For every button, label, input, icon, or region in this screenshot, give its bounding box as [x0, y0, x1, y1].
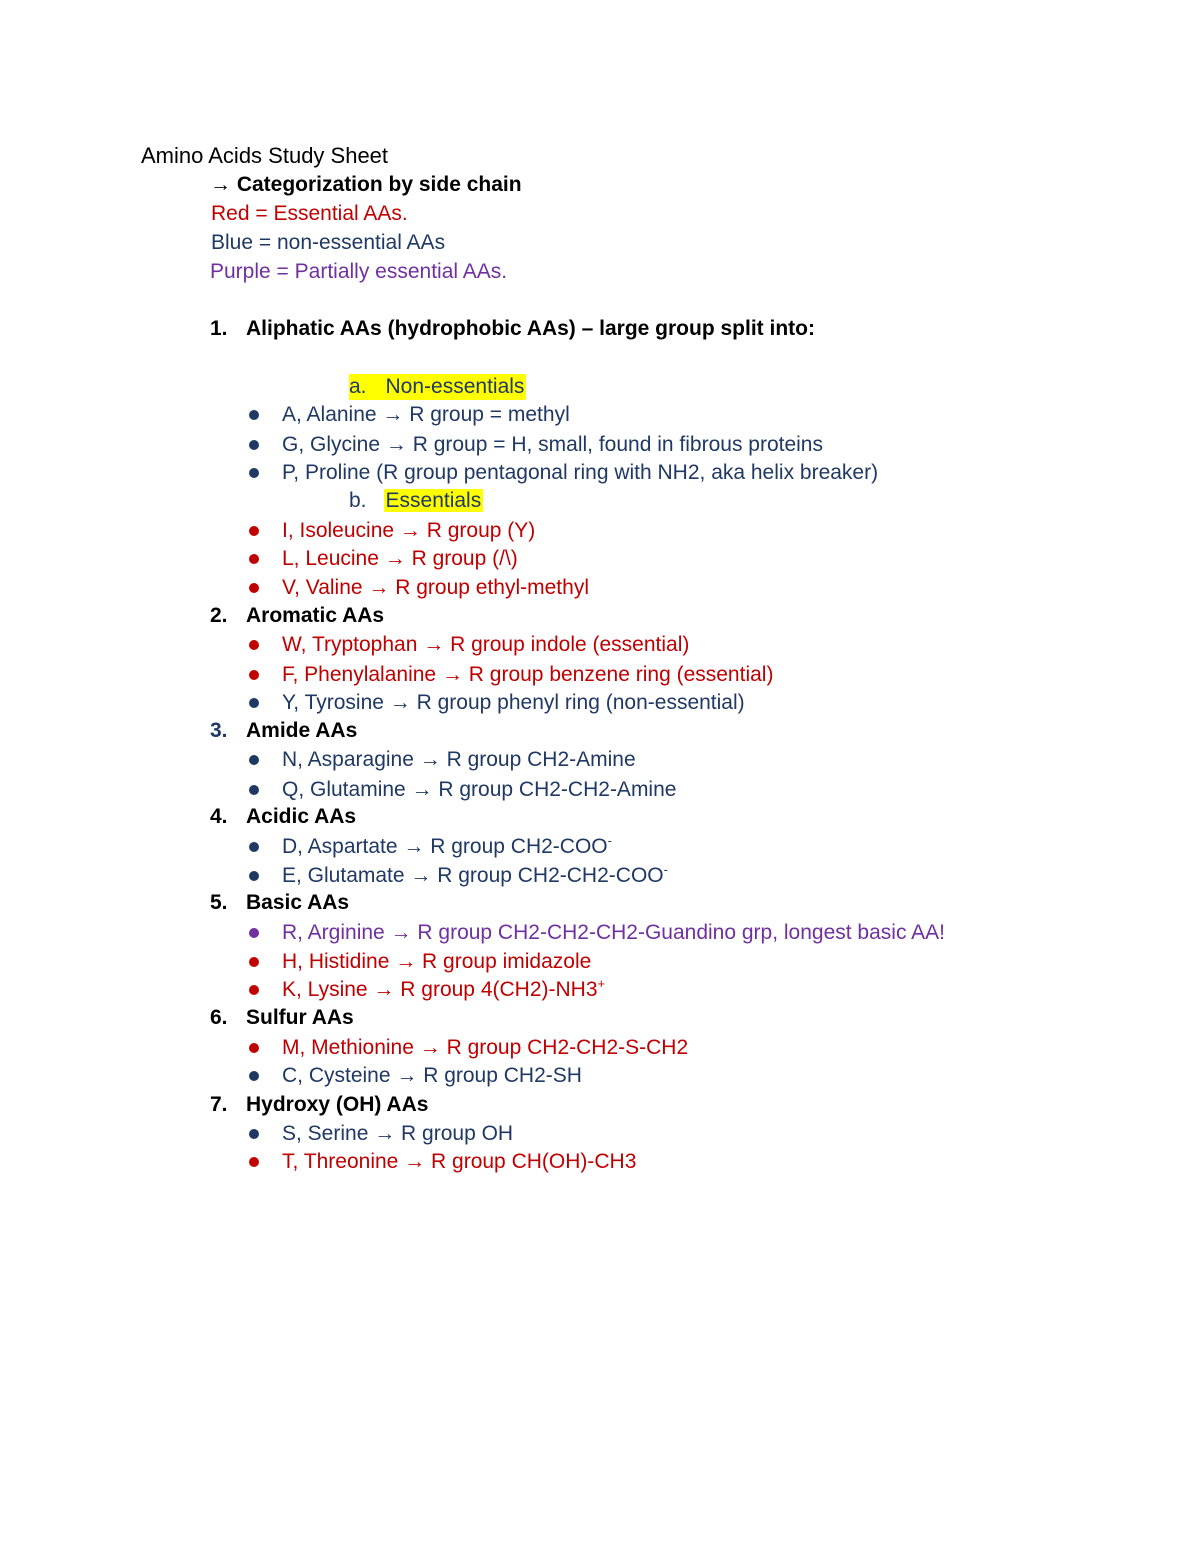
section-heading: Amide AAs	[246, 719, 358, 742]
list-item: W, Tryptophan → R group indole (essential)	[282, 633, 690, 656]
section-heading: Aromatic AAs	[246, 604, 385, 627]
section-heading: Acidic AAs	[246, 805, 357, 828]
list-item: G, Glycine → R group = H, small, found in fibrous proteins	[282, 433, 823, 456]
bullet-icon	[249, 785, 259, 795]
section-number: 5.	[210, 891, 228, 914]
section-heading: Basic AAs	[246, 891, 350, 914]
list-item: D, Aspartate → R group CH2-COO-	[282, 833, 612, 858]
legend-blue: Blue = non-essential AAs	[211, 231, 446, 254]
list-item: N, Asparagine → R group CH2-Amine	[282, 748, 636, 771]
list-item: P, Proline (R group pentagonal ring with NH2, aka helix breaker)	[282, 461, 879, 484]
bullet-icon	[249, 957, 259, 967]
section-number: 6.	[210, 1006, 228, 1029]
list-item: V, Valine → R group ethyl-methyl	[282, 576, 589, 599]
bullet-icon	[249, 468, 259, 478]
list-item: A, Alanine → R group = methyl	[282, 403, 570, 426]
list-item: F, Phenylalanine → R group benzene ring (essential)	[282, 663, 774, 686]
bullet-icon	[249, 554, 259, 564]
subtitle: → Categorization by side chain	[210, 173, 522, 196]
bullet-icon	[249, 985, 259, 995]
section-number: 7.	[210, 1093, 228, 1116]
section-heading: Sulfur AAs	[246, 1006, 354, 1029]
page-title: Amino Acids Study Sheet	[141, 143, 389, 168]
subheading-essentials	[349, 488, 483, 514]
charge-superscript: -	[607, 833, 612, 848]
bullet-icon	[249, 1129, 259, 1139]
bullet-icon	[249, 526, 259, 536]
section-number: 2.	[210, 604, 228, 627]
list-item: C, Cysteine → R group CH2-SH	[282, 1064, 582, 1087]
bullet-icon	[249, 440, 259, 450]
sub-letter: b.	[349, 489, 367, 512]
section-number: 4.	[210, 805, 228, 828]
bullet-icon	[249, 871, 259, 881]
list-item: K, Lysine → R group 4(CH2)-NH3+	[282, 976, 606, 1001]
section-number: 1.	[210, 317, 228, 340]
charge-superscript: +	[597, 976, 606, 991]
list-item: R, Arginine → R group CH2-CH2-CH2-Guandino grp, longest basic AA!	[282, 921, 945, 944]
section-heading: Hydroxy (OH) AAs	[246, 1093, 429, 1116]
bullet-icon	[249, 670, 259, 680]
list-item: Y, Tyrosine → R group phenyl ring (non-essential)	[282, 691, 745, 714]
subheading-non-essentials	[349, 374, 526, 400]
list-item: M, Methionine → R group CH2-CH2-S-CH2	[282, 1036, 689, 1059]
bullet-icon	[249, 842, 259, 852]
bullet-icon	[249, 1071, 259, 1081]
bullet-icon	[249, 583, 259, 593]
sub-letter: a.	[349, 375, 367, 398]
bullet-icon	[249, 928, 259, 938]
list-item: Q, Glutamine → R group CH2-CH2-Amine	[282, 778, 677, 801]
list-item: S, Serine → R group OH	[282, 1122, 514, 1145]
list-item: H, Histidine → R group imidazole	[282, 950, 592, 973]
bullet-icon	[249, 410, 259, 420]
bullet-icon	[249, 1157, 259, 1167]
section-heading: Aliphatic AAs (hydrophobic AAs) – large group split into:	[246, 317, 815, 340]
legend-purple: Purple = Partially essential AAs.	[210, 260, 508, 283]
list-item: I, Isoleucine → R group (Y)	[282, 519, 536, 542]
bullet-icon	[249, 755, 259, 765]
charge-superscript: -	[663, 862, 668, 877]
list-item: E, Glutamate → R group CH2-CH2-COO-	[282, 862, 668, 887]
bullet-icon	[249, 640, 259, 650]
list-item: T, Threonine → R group CH(OH)-CH3	[282, 1150, 637, 1173]
bullet-icon	[249, 1043, 259, 1053]
section-number: 3.	[210, 719, 228, 742]
sub-label: Non-essentials	[385, 375, 525, 398]
sub-label: Essentials	[385, 489, 482, 512]
bullet-icon	[249, 698, 259, 708]
legend-red: Red = Essential AAs.	[211, 202, 408, 225]
list-item: L, Leucine → R group (/\)	[282, 547, 518, 570]
